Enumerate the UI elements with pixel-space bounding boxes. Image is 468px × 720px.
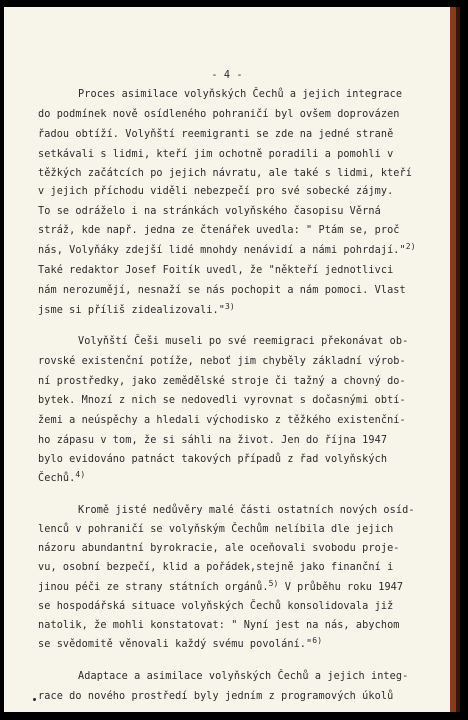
text-line <box>38 108 400 122</box>
line-text: Také redaktor Josef Foitík uvedl, že "někteří jednotlivci <box>38 264 394 276</box>
line-text-continued: V průběhu roku 1947 <box>278 581 404 593</box>
text-line <box>38 224 400 238</box>
text-line <box>38 472 85 486</box>
page-number: - 4 - <box>211 70 243 81</box>
text-line <box>38 578 404 595</box>
text-line <box>38 523 393 537</box>
line-text: se svědomitě věnovali každý svému povolání." <box>38 638 313 650</box>
line-text: názoru abundantní byrokracie, ale oceňovali svobodu proje- <box>38 542 400 554</box>
line-text: žemi a neúspěchy a hledali východisko z těžkého existenční- <box>38 414 406 426</box>
line-text: ho zápasu v tom, že si sáhli na život. Jen do října 1947 <box>38 434 388 446</box>
line-text: se hospodářská situace volyňských Čechů konsolidovala již <box>38 600 394 612</box>
text-line <box>38 394 406 408</box>
text-line <box>38 205 381 219</box>
text-line <box>78 504 415 518</box>
text-line <box>38 375 406 389</box>
line-text: bylo evidováno patnáct takových případů z řad volyňských <box>38 453 388 465</box>
text-line <box>38 128 393 142</box>
line-text: stráž, kde např. jedna ze čtenářek uvedla: " Ptám se, proč <box>38 225 400 237</box>
text-line <box>38 600 393 614</box>
ink-mark <box>33 698 36 701</box>
text-line <box>38 414 406 428</box>
text-line <box>38 148 393 162</box>
text-line <box>38 690 393 704</box>
text-line <box>78 670 408 684</box>
text-line <box>78 335 408 349</box>
line-text: Adaptace a asimilace volyňských Čechů a jejich integ- <box>78 671 409 683</box>
text-line <box>38 185 393 199</box>
footnote-marker: 2) <box>405 242 416 252</box>
line-text: bytek. Mnozí z nich se nedovedli vyrovnat s dočasnými obtí- <box>38 394 406 406</box>
line-text: v jejich příchodu viděli nebezpečí pro své sobecké zájmy. <box>38 186 394 198</box>
line-text: vu, osobní bezpečí, klid a pořádek,stejně jako finanční i <box>38 561 394 573</box>
line-text: Volyňští Češi museli po své reemigraci překonávat ob- <box>78 336 409 348</box>
text-line <box>38 453 387 467</box>
footnote-marker: 6) <box>312 635 323 645</box>
line-text: do podmínek nově osídleného pohraničí byl ovšem doprovázen <box>38 108 400 120</box>
line-text: To se odráželo i na stránkách volyňského časopisu Věrná <box>38 206 381 218</box>
line-text: nám nerozumějí, nesnaží se nás pochopit a nám pomoci. Vlast <box>38 284 406 296</box>
text-line <box>38 244 416 258</box>
line-text: nás, Volyňáky zdejší lidé mnohdy nenávidí a námi pohrdají." <box>38 245 406 257</box>
text-line <box>38 619 400 633</box>
line-text: race do nového prostředí byly jedním z programových úkolů <box>38 691 394 702</box>
footnote-marker: 4) <box>75 470 86 480</box>
line-text: Čechů. <box>38 473 76 485</box>
text-line <box>38 264 393 278</box>
line-text: Proces asimilace volyňských Čechů a jejich integrace <box>78 89 403 100</box>
line-text: Kromě jisté nedůvěry malé části ostatních nových osíd- <box>78 505 415 517</box>
line-text: jsme si příliš zidealizovali." <box>38 304 226 316</box>
text-line <box>78 88 402 102</box>
footnote-marker: 3) <box>225 301 235 311</box>
text-line <box>38 542 400 556</box>
text-line <box>38 355 406 369</box>
line-text: řadou obtíží. Volyňští reemigranti se zde na jedné straně <box>38 128 394 140</box>
line-text: setkávali s lidmi, kteří jim ochotně poradili a pomohli v <box>38 148 394 160</box>
line-text: rovské existenční potíže, neboť jim chyběly základní výrob- <box>38 356 406 368</box>
text-line <box>38 434 387 448</box>
binding-edge <box>456 7 460 712</box>
line-text: těžkých začátcích po jejich návratu, ale také s lidmi, kteří <box>38 167 413 179</box>
line-text: natolik, že mohli konstatovat: " Nyní jest na nás, abychom <box>38 619 400 631</box>
text-line <box>38 301 235 318</box>
footnote-marker: 5) <box>268 578 279 588</box>
line-text: lenců v pohraničí se volyňským Čechům nelíbila dle jejich <box>38 524 394 536</box>
text-line <box>38 635 323 652</box>
text-line <box>38 284 406 298</box>
document-page <box>4 7 450 712</box>
text-line <box>38 167 412 181</box>
line-text: jinou péči ze strany státních orgánů. <box>38 581 269 593</box>
line-text: ní prostředky, jako zemědělské stroje či tažný a chovný do- <box>38 376 406 387</box>
text-line <box>38 561 393 575</box>
